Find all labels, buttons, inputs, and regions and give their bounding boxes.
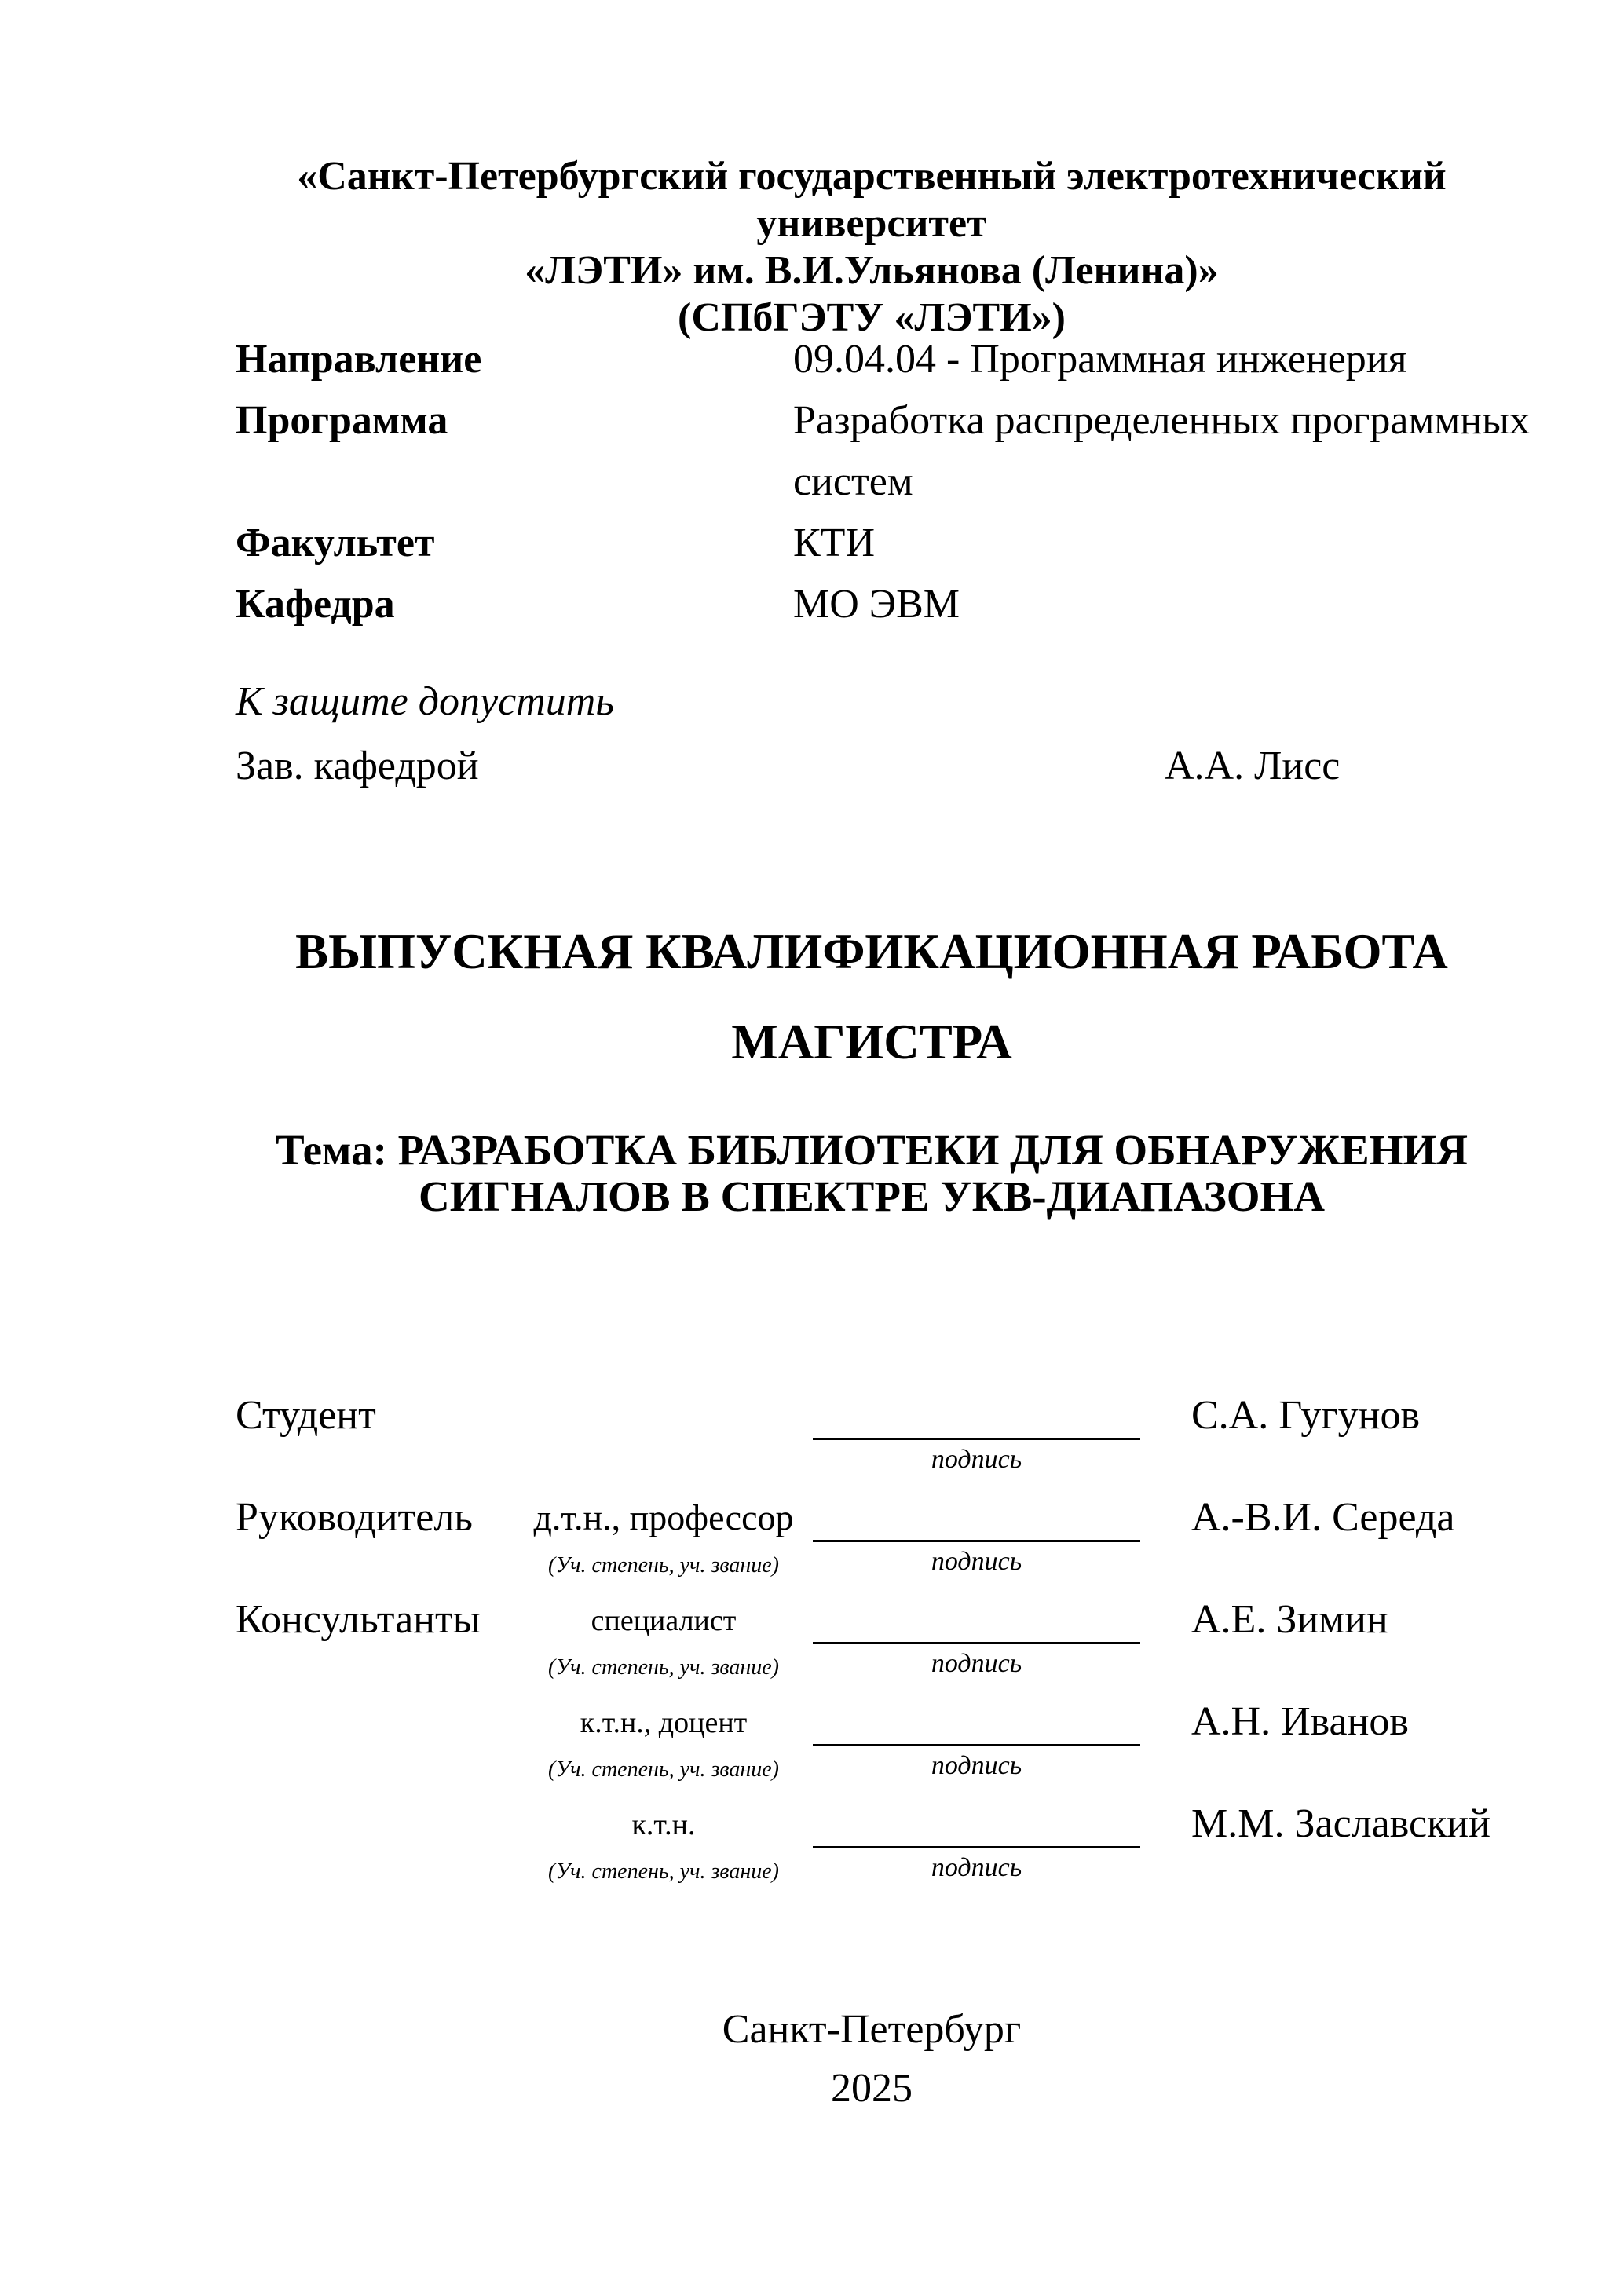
signature-row-consultant-2 [236,1698,1508,1801]
signature-caption: подпись [931,1649,1022,1678]
department-head-label: Зав. кафедрой [236,744,479,788]
document-title-line-2: МАГИСТРА [731,1015,1012,1069]
person-name: С.А. Гугунов [1191,1393,1421,1438]
program-label: Программа [236,398,448,443]
signature-row-consultant-1 [236,1596,1508,1698]
thesis-theme [236,1127,1508,1219]
footer-city: Санкт-Петербург [722,2007,1022,2052]
meta-table [236,329,1531,635]
document-title [236,907,1508,1088]
department-head-name: А.А. Лисс [1165,744,1341,788]
role-label: Руководитель [236,1495,473,1540]
degree-title: специалист [591,1604,737,1637]
signature-row-consultant-3 [236,1801,1508,1903]
footer [236,2000,1508,2118]
role-label: Консультанты [236,1597,481,1642]
degree-caption: (Уч. степень, уч. звание) [548,1757,779,1782]
department-value: МО ЭВМ [793,582,960,627]
direction-label: Направление [236,337,482,382]
signature-caption: подпись [931,1751,1022,1780]
role-label: Студент [236,1393,376,1438]
direction-value: 09.04.04 - Программная инженерия [793,337,1407,382]
signature-caption: подпись [931,1853,1022,1882]
signature-line [813,1744,1140,1746]
university-abbreviation: (СПбГЭТУ «ЛЭТИ») [678,295,1066,340]
thesis-theme-line-1: Тема: РАЗРАБОТКА БИБЛИОТЕКИ ДЛЯ ОБНАРУЖЕНИЯ [275,1126,1468,1174]
degree-caption: (Уч. степень, уч. звание) [548,1655,779,1680]
university-header [236,153,1508,342]
signature-row-student [236,1392,1508,1494]
document-title-line-1: ВЫПУСКНАЯ КВАЛИФИКАЦИОННАЯ РАБОТА [295,924,1448,979]
degree-caption: (Уч. степень, уч. звание) [548,1553,779,1578]
faculty-value: КТИ [793,521,875,565]
university-name-line-1: «Санкт-Петербургский государственный электротехнический университет [297,154,1447,246]
person-name: А.Е. Зимин [1191,1597,1388,1642]
signature-row-supervisor [236,1494,1508,1596]
thesis-theme-line-2: СИГНАЛОВ В СПЕКТРЕ УКВ-ДИАПАЗОНА [418,1172,1326,1220]
signature-line [813,1438,1140,1440]
department-label: Кафедра [236,582,395,627]
degree-caption: (Уч. степень, уч. звание) [548,1859,779,1884]
person-name: А.-В.И. Середа [1191,1495,1455,1540]
signature-caption: подпись [931,1547,1022,1576]
signature-caption: подпись [931,1445,1022,1474]
footer-year: 2025 [831,2066,913,2111]
degree-title: к.т.н. [631,1808,696,1841]
admission-statement: К защите допустить [236,679,614,724]
signature-line [813,1642,1140,1644]
faculty-label: Факультет [236,521,435,565]
signature-line [813,1540,1140,1542]
signature-line [813,1846,1140,1848]
person-name: М.М. Заславский [1191,1801,1490,1846]
degree-title: к.т.н., доцент [580,1706,748,1739]
person-name: А.Н. Иванов [1191,1699,1409,1744]
program-value: Разработка распределенных программных систем [793,398,1531,504]
university-name-line-2: «ЛЭТИ» им. В.И.Ульянова (Ленина)» [525,248,1219,293]
degree-title: д.т.н., профессор [533,1497,794,1537]
